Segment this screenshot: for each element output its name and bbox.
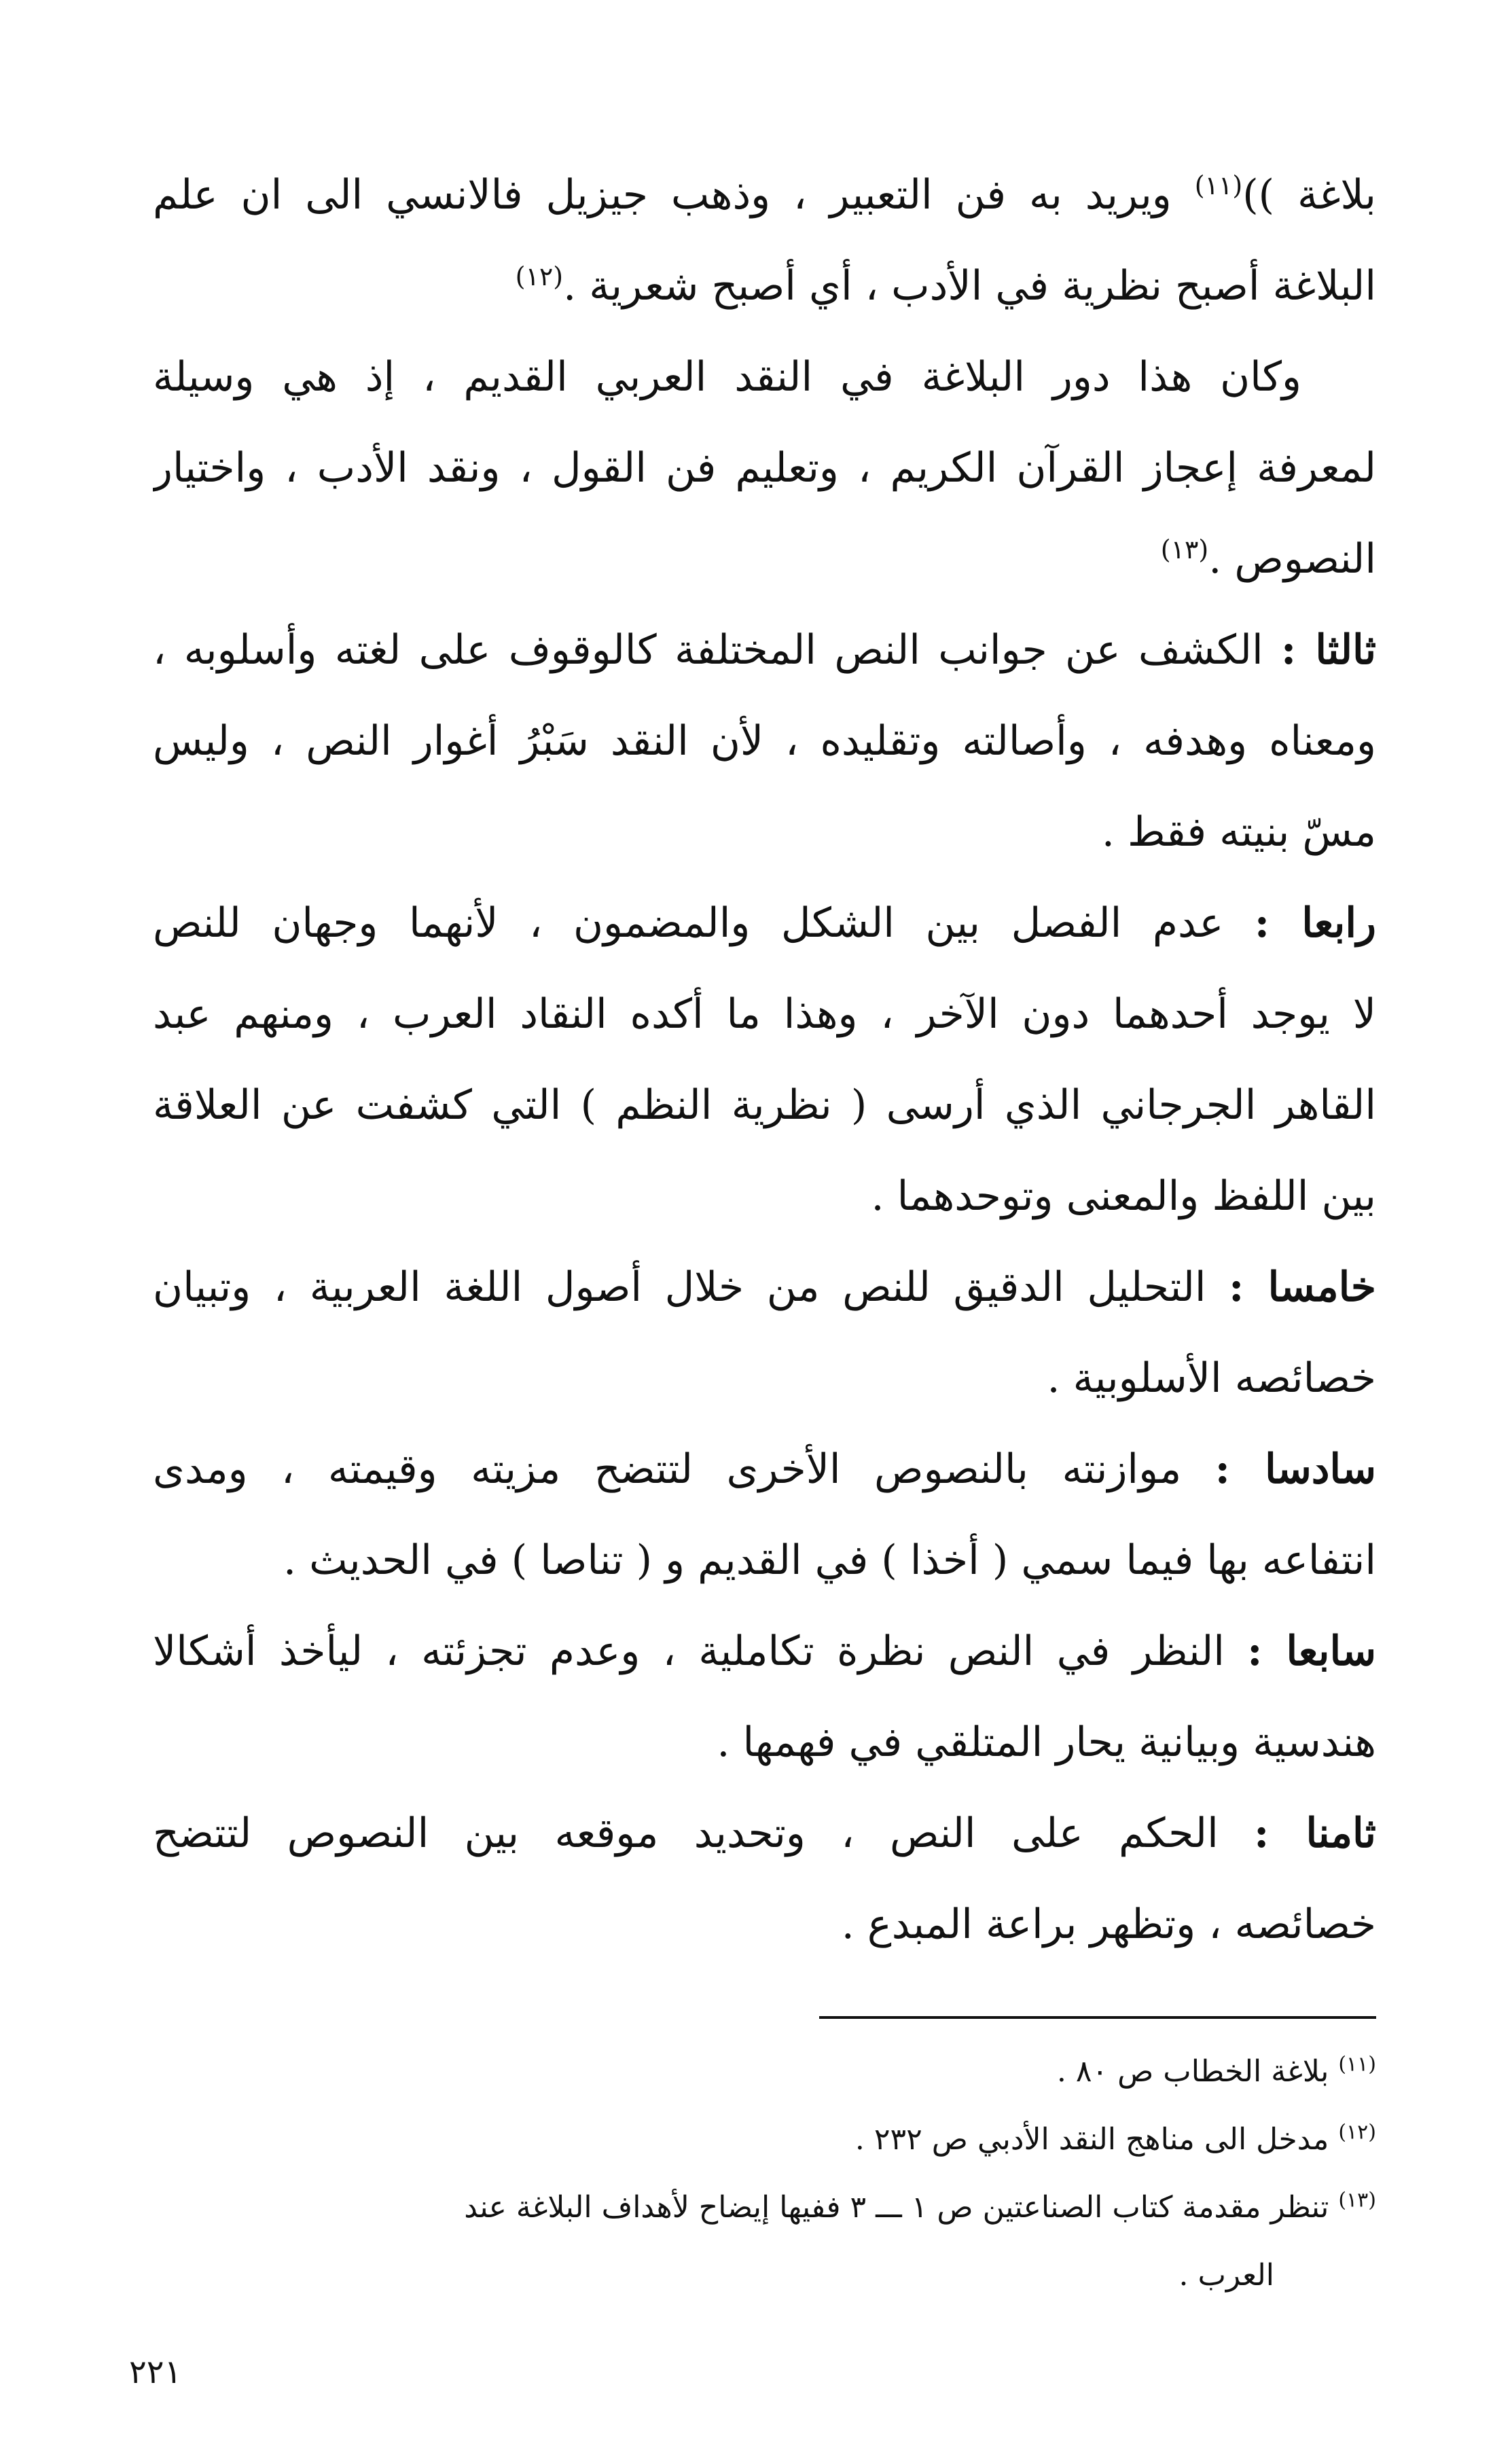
paragraph-lead-sixth: سادسا : <box>1214 1446 1376 1493</box>
line-text: ويريد به فن التعبير ، وذهب جيزيل فالانسي الى ان علم <box>153 171 1195 219</box>
footnote-ref-13[interactable]: (١٣) <box>1160 535 1209 564</box>
footnote-item <box>163 2174 1376 2242</box>
line-text: خصائصه ، وتظهر براعة المبدع . <box>841 1901 1376 1948</box>
footnote-ref-11[interactable]: (١١) <box>1194 171 1243 200</box>
paragraph-lead-third: ثالثا : <box>1281 626 1376 674</box>
line-text: خصائصه الأسلوبية . <box>1047 1354 1376 1402</box>
text-line <box>153 1060 1376 1151</box>
text-line <box>153 1333 1376 1424</box>
footnotes <box>163 2038 1376 2310</box>
text-line <box>153 423 1376 514</box>
footnote-mark: (١٢) <box>1338 2120 1376 2145</box>
footnote-text: تنظر مقدمة كتاب الصناعتين ص ١ ـــ ٣ ففيها إيضاح لأهداف البلاغة عند <box>464 2190 1339 2225</box>
line-text: بين اللفظ والمعنى وتوحدهما . <box>871 1172 1376 1220</box>
paragraph-third-line <box>153 605 1376 696</box>
paragraph-lead-seventh: سابعا : <box>1247 1628 1376 1675</box>
text-line <box>153 514 1376 605</box>
line-text: النصوص . <box>1208 535 1376 583</box>
footnote-text: بلاغة الخطاب ص ٨٠ . <box>1056 2054 1339 2089</box>
line-text: انتفاعه بها فيما سمي ( أخذا ) في القديم و ( تناصا ) في الحديث . <box>283 1537 1376 1584</box>
paragraph-seventh-line <box>153 1606 1376 1697</box>
main-text <box>153 149 1376 1970</box>
footnote-separator <box>819 2016 1376 2019</box>
paragraph-lead-eighth: ثامنا : <box>1254 1810 1376 1857</box>
line-text: موازنته بالنصوص الأخرى لتتضح مزيته وقيمته ، ومدى <box>153 1446 1215 1493</box>
paragraph-lead-fourth: رابعا : <box>1254 899 1376 947</box>
footnote-ref-12[interactable]: (١٢) <box>515 262 564 291</box>
line-text: مسّ بنيته فقط . <box>1101 808 1376 856</box>
text-line <box>153 1515 1376 1606</box>
line-text: لا يوجد أحدهما دون الآخر ، وهذا ما أكده النقاد العرب ، ومنهم عبد <box>153 990 1376 1038</box>
paragraph-fifth-line <box>153 1242 1376 1333</box>
text-line <box>153 787 1376 878</box>
text-line <box>153 331 1376 423</box>
line-text: ومعناه وهدفه ، وأصالته وتقليده ، لأن النقد سَبْرُ أغوار النص ، وليس <box>153 717 1376 765</box>
line-text: وكان هذا دور البلاغة في النقد العربي القديم ، إذ هي وسيلة <box>153 353 1301 401</box>
line-text: عدم الفصل بين الشكل والمضمون ، لأنهما وجهان للنص <box>153 899 1255 947</box>
line-text: البلاغة أصبح نظرية في الأدب ، أي أصبح شعرية . <box>563 262 1376 310</box>
line-text: النظر في النص نظرة تكاملية ، وعدم تجزئته ، ليأخذ أشكالا <box>153 1628 1248 1675</box>
paragraph-eighth-line <box>153 1788 1376 1879</box>
text-line <box>153 696 1376 787</box>
footnote-text: العرب . <box>1178 2258 1274 2293</box>
footnote-mark: (١٣) <box>1338 2188 1376 2212</box>
text-line <box>153 240 1376 331</box>
line-text: الحكم على النص ، وتحديد موقعه بين النصوص لتتضح <box>153 1810 1255 1857</box>
line-text: بلاغة )) <box>1242 171 1376 219</box>
line-text: هندسية وبيانية يحار المتلقي في فهمها . <box>717 1719 1376 1766</box>
footnote-continuation <box>163 2242 1376 2310</box>
footnote-mark: (١١) <box>1338 2052 1376 2077</box>
footnote-item <box>163 2038 1376 2106</box>
text-line <box>153 1151 1376 1242</box>
text-line <box>153 969 1376 1060</box>
line-text: الكشف عن جوانب النص المختلفة كالوقوف على لغته وأسلوبه ، <box>153 626 1282 674</box>
footnote-text: مدخل الى مناهج النقد الأدبي ص ٢٣٢ . <box>854 2122 1339 2157</box>
text-line <box>153 1697 1376 1788</box>
text-line <box>153 1879 1376 1970</box>
line-text: التحليل الدقيق للنص من خلال أصول اللغة العربية ، وتبيان <box>153 1263 1229 1311</box>
paragraph-fourth-line <box>153 878 1376 969</box>
line-text: القاهر الجرجاني الذي أرسى ( نظرية النظم ) التي كشفت عن العلاقة <box>153 1081 1376 1129</box>
footnote-item <box>163 2106 1376 2174</box>
paragraph-lead-fifth: خامسا : <box>1229 1263 1376 1311</box>
line-text: لمعرفة إعجاز القرآن الكريم ، وتعليم فن القول ، ونقد الأدب ، واختيار <box>153 444 1376 492</box>
text-line <box>153 149 1376 240</box>
paragraph-sixth-line <box>153 1424 1376 1515</box>
page-number: ٢٢١ <box>129 2353 182 2391</box>
